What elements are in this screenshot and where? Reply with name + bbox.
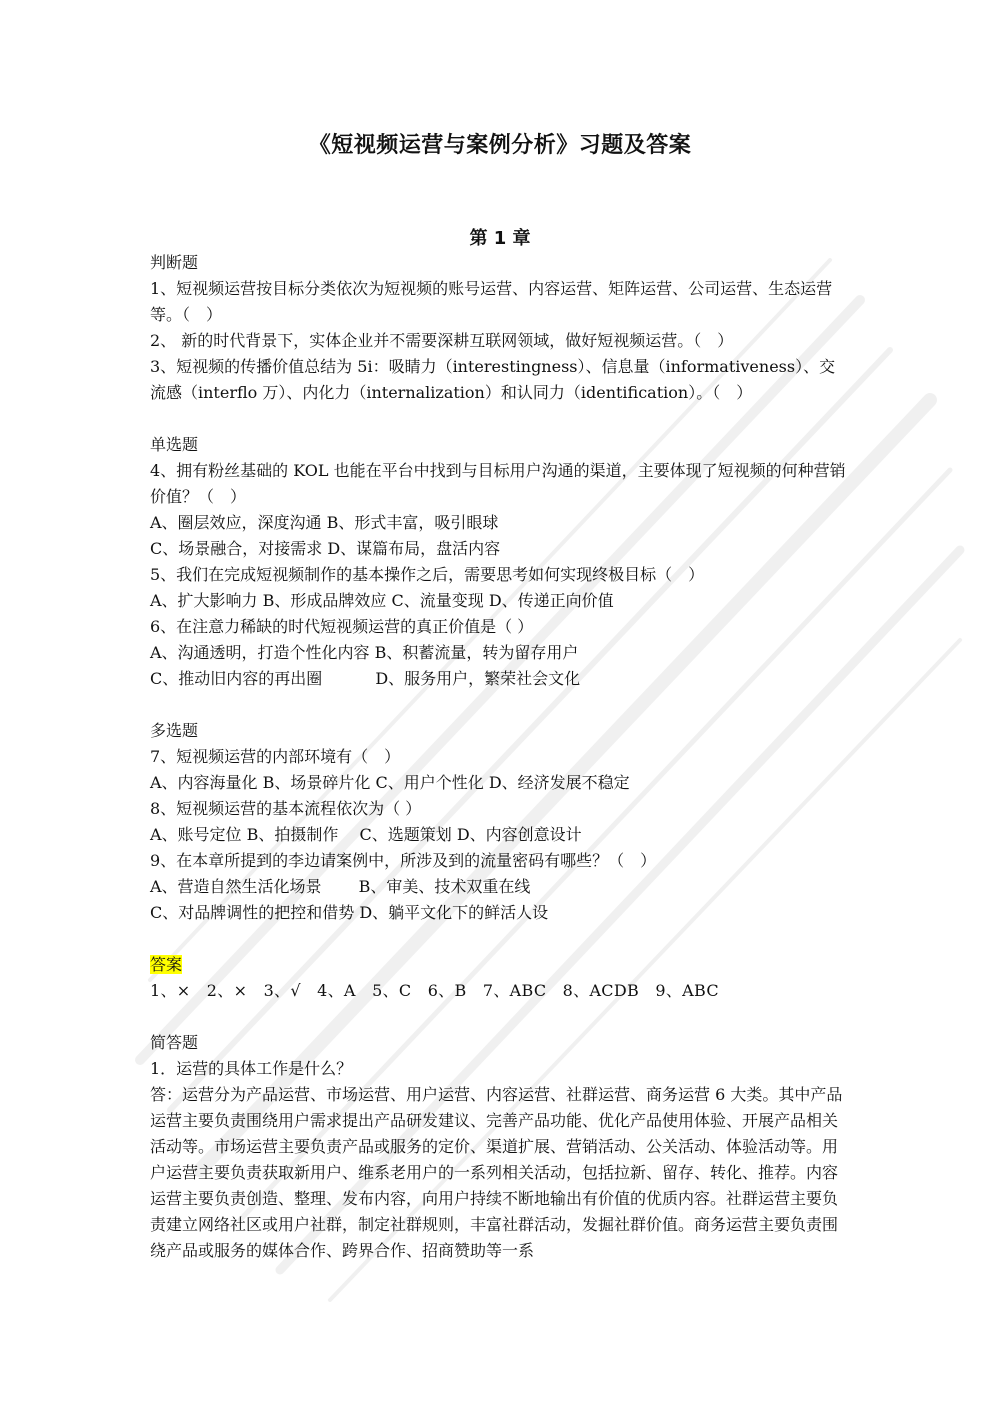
question-9-options-cd: C、对品牌调性的把控和借势 D、躺平文化下的鲜活人设 bbox=[150, 903, 549, 922]
question-6-options-cd: C、推动旧内容的再出圈 D、服务用户，繁荣社会文化 bbox=[150, 669, 581, 688]
question-9: 9、在本章所提到的李边请案例中，所涉及到的流量密码有哪些？（ ） bbox=[150, 851, 657, 870]
short-answer-1: 答：运营分为产品运营、市场运营、用户运营、内容运营、社群运营、商务运营 6 大类。其中产品运营主要负责围绕用户需求提出产品研发建议、完善产品功能、优化产品使用体验、开展产品相关活动等。市场运营主要负责产品或服务的定价、渠道扩展、营销活动、公关活动、体验活动等。用户运营主要负责获取新用户、维系老用户的一系列相关活动，包括拉新、留存、转化、推荐。内容运营主要负责创造、整理、发布内容，向用户持续不断地输出有价值的优质内容。社群运营主要负责建立网络社区或用户社群，制定社群规则，丰富社群活动，发掘社群价值。商务运营主要负责围绕产品或服务的媒体合作、跨界合作、招商赞助等一系 bbox=[150, 1085, 843, 1260]
question-4-options-cd: C、场景融合，对接需求 D、谋篇布局，盘活内容 bbox=[150, 539, 501, 558]
question-5-options: A、扩大影响力 B、形成品牌效应 C、流量变现 D、传递正向价值 bbox=[150, 591, 614, 610]
answer-key: 1、× 2、× 3、√ 4、A 5、C 6、B 7、ABC 8、ACDB 9、ABC bbox=[150, 981, 719, 1000]
chapter-heading: 第 1 章 bbox=[469, 228, 531, 249]
answers-heading: 答案 bbox=[150, 955, 183, 974]
judgment-heading: 判断题 bbox=[150, 253, 199, 272]
short-answer-heading: 简答题 bbox=[150, 1033, 199, 1052]
document-title: 《短视频运营与案例分析》习题及答案 bbox=[308, 133, 692, 158]
short-question-1: 1．运营的具体工作是什么？ bbox=[150, 1059, 353, 1078]
question-4-options-ab: A、圈层效应，深度沟通 B、形式丰富，吸引眼球 bbox=[150, 513, 499, 532]
question-7-options: A、内容海量化 B、场景碎片化 C、用户个性化 D、经济发展不稳定 bbox=[150, 773, 630, 792]
question-5: 5、我们在完成短视频制作的基本操作之后，需要思考如何实现终极目标（ ） bbox=[150, 565, 705, 584]
question-1: 1、短视频运营按目标分类依次为短视频的账号运营、内容运营、矩阵运营、公司运营、生态运营等。（ ） bbox=[150, 279, 833, 324]
document-body bbox=[150, 250, 850, 1264]
question-8: 8、短视频运营的基本流程依次为（ ） bbox=[150, 799, 422, 818]
multi-choice-heading: 多选题 bbox=[150, 721, 199, 740]
question-6: 6、在注意力稀缺的时代短视频运营的真正价值是（ ） bbox=[150, 617, 534, 636]
question-7: 7、短视频运营的内部环境有（ ） bbox=[150, 747, 401, 766]
question-4: 4、拥有粉丝基础的 KOL 也能在平台中找到与目标用户沟通的渠道，主要体现了短视频的何种营销价值？（ ） bbox=[150, 461, 846, 506]
question-8-options: A、账号定位 B、拍摄制作 C、选题策划 D、内容创意设计 bbox=[150, 825, 582, 844]
question-6-options-ab: A、沟通透明，打造个性化内容 B、积蓄流量，转为留存用户 bbox=[150, 643, 579, 662]
question-3: 3、短视频的传播价值总结为 5i：吸睛力（interestingness）、信息量（informativeness）、交流感（interflo 万）、内化力（internalization）和认同力（identification）。（ ） bbox=[150, 357, 836, 402]
question-2: 2、 新的时代背景下，实体企业并不需要深耕互联网领域，做好短视频运营。（ ） bbox=[150, 331, 734, 350]
single-choice-heading: 单选题 bbox=[150, 435, 199, 454]
question-9-options-ab: A、营造自然生活化场景 B、审美、技术双重在线 bbox=[150, 877, 531, 896]
